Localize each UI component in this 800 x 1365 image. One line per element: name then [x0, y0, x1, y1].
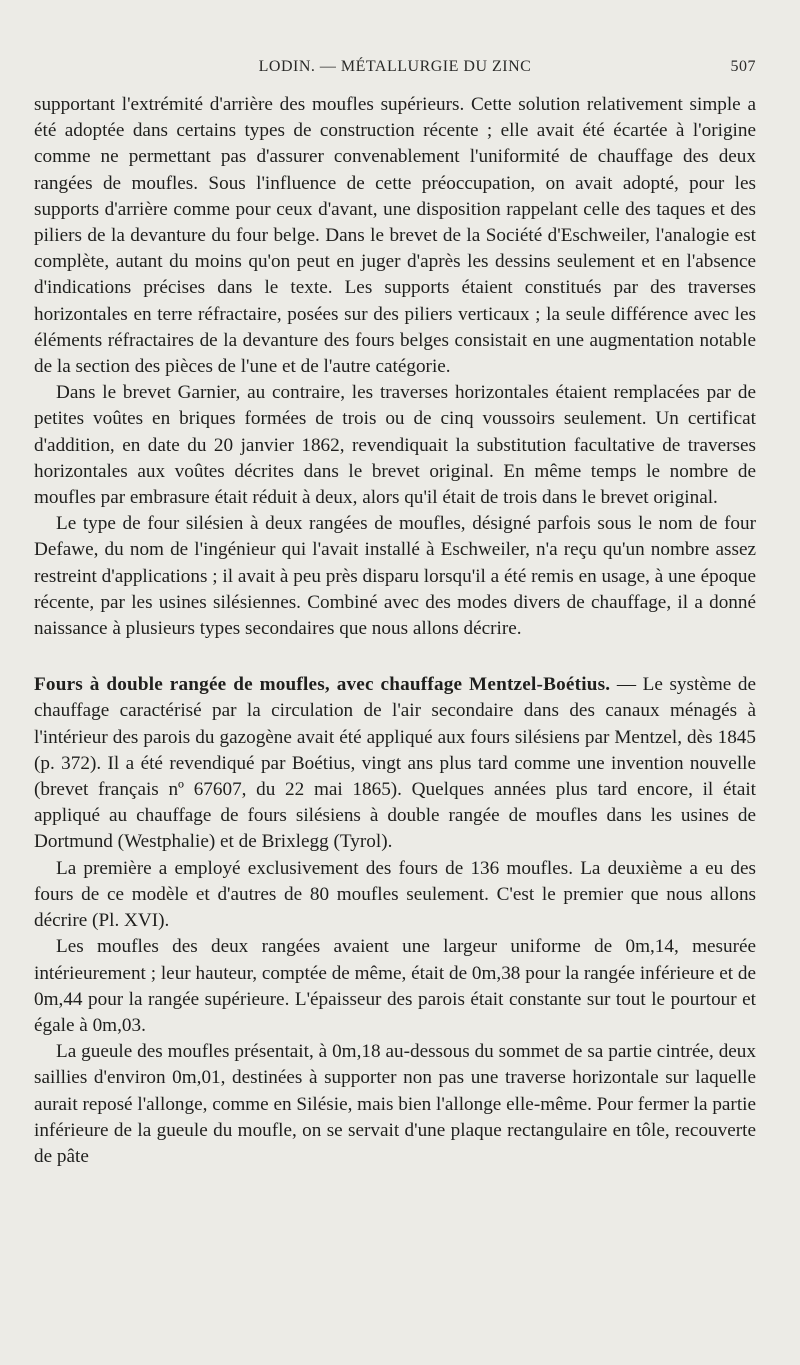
section-lead-text: — Le système de chauffage caractérisé par la circulation de l'air secondaire dans des canaux ménagés à l'intérieur des parois du gazogène avait été appliqué aux fours silésiens par Mentzel, dès 1845 (p. 372). Il a été revendiqué par Boétius, vingt ans plus tard comme une invention nouvelle (brevet français nº 67607, du 22 mai 1865). Quelques années plus tard encore, il était appliqué au chauffage de fours silésiens à double rangée de moufles dans les usines de Dortmund (Westphalie) et de Brixlegg (Tyrol). — [34, 674, 756, 853]
section-paragraph — [34, 672, 756, 855]
paragraph-gueule: La gueule des moufles présentait, à 0m,18 au-dessous du sommet de sa partie cintrée, deux saillies d'environ 0m,01, destinées à supporter non pas une traverse horizontale sur laquelle aurait reposé l'allonge, comme en Silésie, mais bien l'allonge elle-même. Pour fermer la partie inférieure de la gueule du moufle, on se servait d'une plaque rectangulaire en tôle, recouverte de pâte — [34, 1041, 756, 1167]
running-title: LODIN. — MÉTALLURGIE DU ZINC — [258, 58, 532, 75]
paragraph-dortmund: La première a employé exclusivement des fours de 136 moufles. La deuxième a eu des fours de ce modèle et d'autres de 80 moufles seulement. C'est le premier que nous allons décrire (Pl. XVI). — [34, 857, 756, 932]
paragraph-garnier: Dans le brevet Garnier, au contraire, les traverses horizontales étaient remplacées par de petites voûtes en briques formées de trois ou de cinq voussoirs seulement. Un certificat d'addition, en date du 20 janvier 1862, revendiquait la substitution facultative de traverses horizontales aux voûtes décrites dans le brevet original. En même temps le nombre de moufles par embrasure était réduit à deux, alors qu'il était de trois dans le brevet original. — [34, 382, 756, 509]
section-spacer — [34, 642, 756, 672]
page-header — [34, 58, 756, 86]
paragraph-continuation: supportant l'extrémité d'arrière des moufles supérieurs. Cette solution relativement simple a été adoptée dans certains types de construction récente ; elle avait été écartée à l'origine comme ne permettant pas d'assurer convenablement l'uniformité de chauffage des deux rangées de moufles. Sous l'influence de cette préoccupation, on avait adopté, pour les supports d'arrière comme pour ceux d'avant, une disposition rappelant celle des taques et des piliers de la devanture du four belge. Dans le brevet de la Société d'Eschweiler, l'analogie est complète, autant du moins qu'on peut en juger d'après les dessins seulement et en l'absence d'indications précises dans le texte. Les supports étaient constitués par des traverses horizontales en terre réfractaire, posées sur des piliers verticaux ; la seule différence avec les éléments réfractaires de la devanture des fours belges consistait en une augmentation notable de la section des pièces de l'une et de l'autre catégorie. — [34, 94, 756, 378]
paragraph-defawe: Le type de four silésien à deux rangées de moufles, désigné parfois sous le nom de four Defawe, du nom de l'ingénieur qui l'avait installé à Eschweiler, n'a reçu qu'un nombre assez restreint d'applications ; il avait à peu près disparu lorsqu'il a été remis en usage, à une époque récente, par les usines silésiennes. Combiné avec des modes divers de chauffage, il a donné naissance à plusieurs types secondaires que nous allons décrire. — [34, 513, 756, 640]
section-heading: Fours à double rangée de moufles, avec chauffage Mentzel-Boétius. — [34, 674, 611, 696]
paragraph-dimensions: Les moufles des deux rangées avaient une largeur uniforme de 0m,14, mesurée intérieurement ; leur hauteur, comptée de même, était de 0m,38 pour la rangée inférieure et de 0m,44 pour la rangée supérieure. L'épaisseur des parois était constante sur tout le pourtour et égale à 0m,03. — [34, 936, 756, 1036]
body-text — [34, 92, 756, 1170]
page-number: 507 — [730, 58, 756, 75]
